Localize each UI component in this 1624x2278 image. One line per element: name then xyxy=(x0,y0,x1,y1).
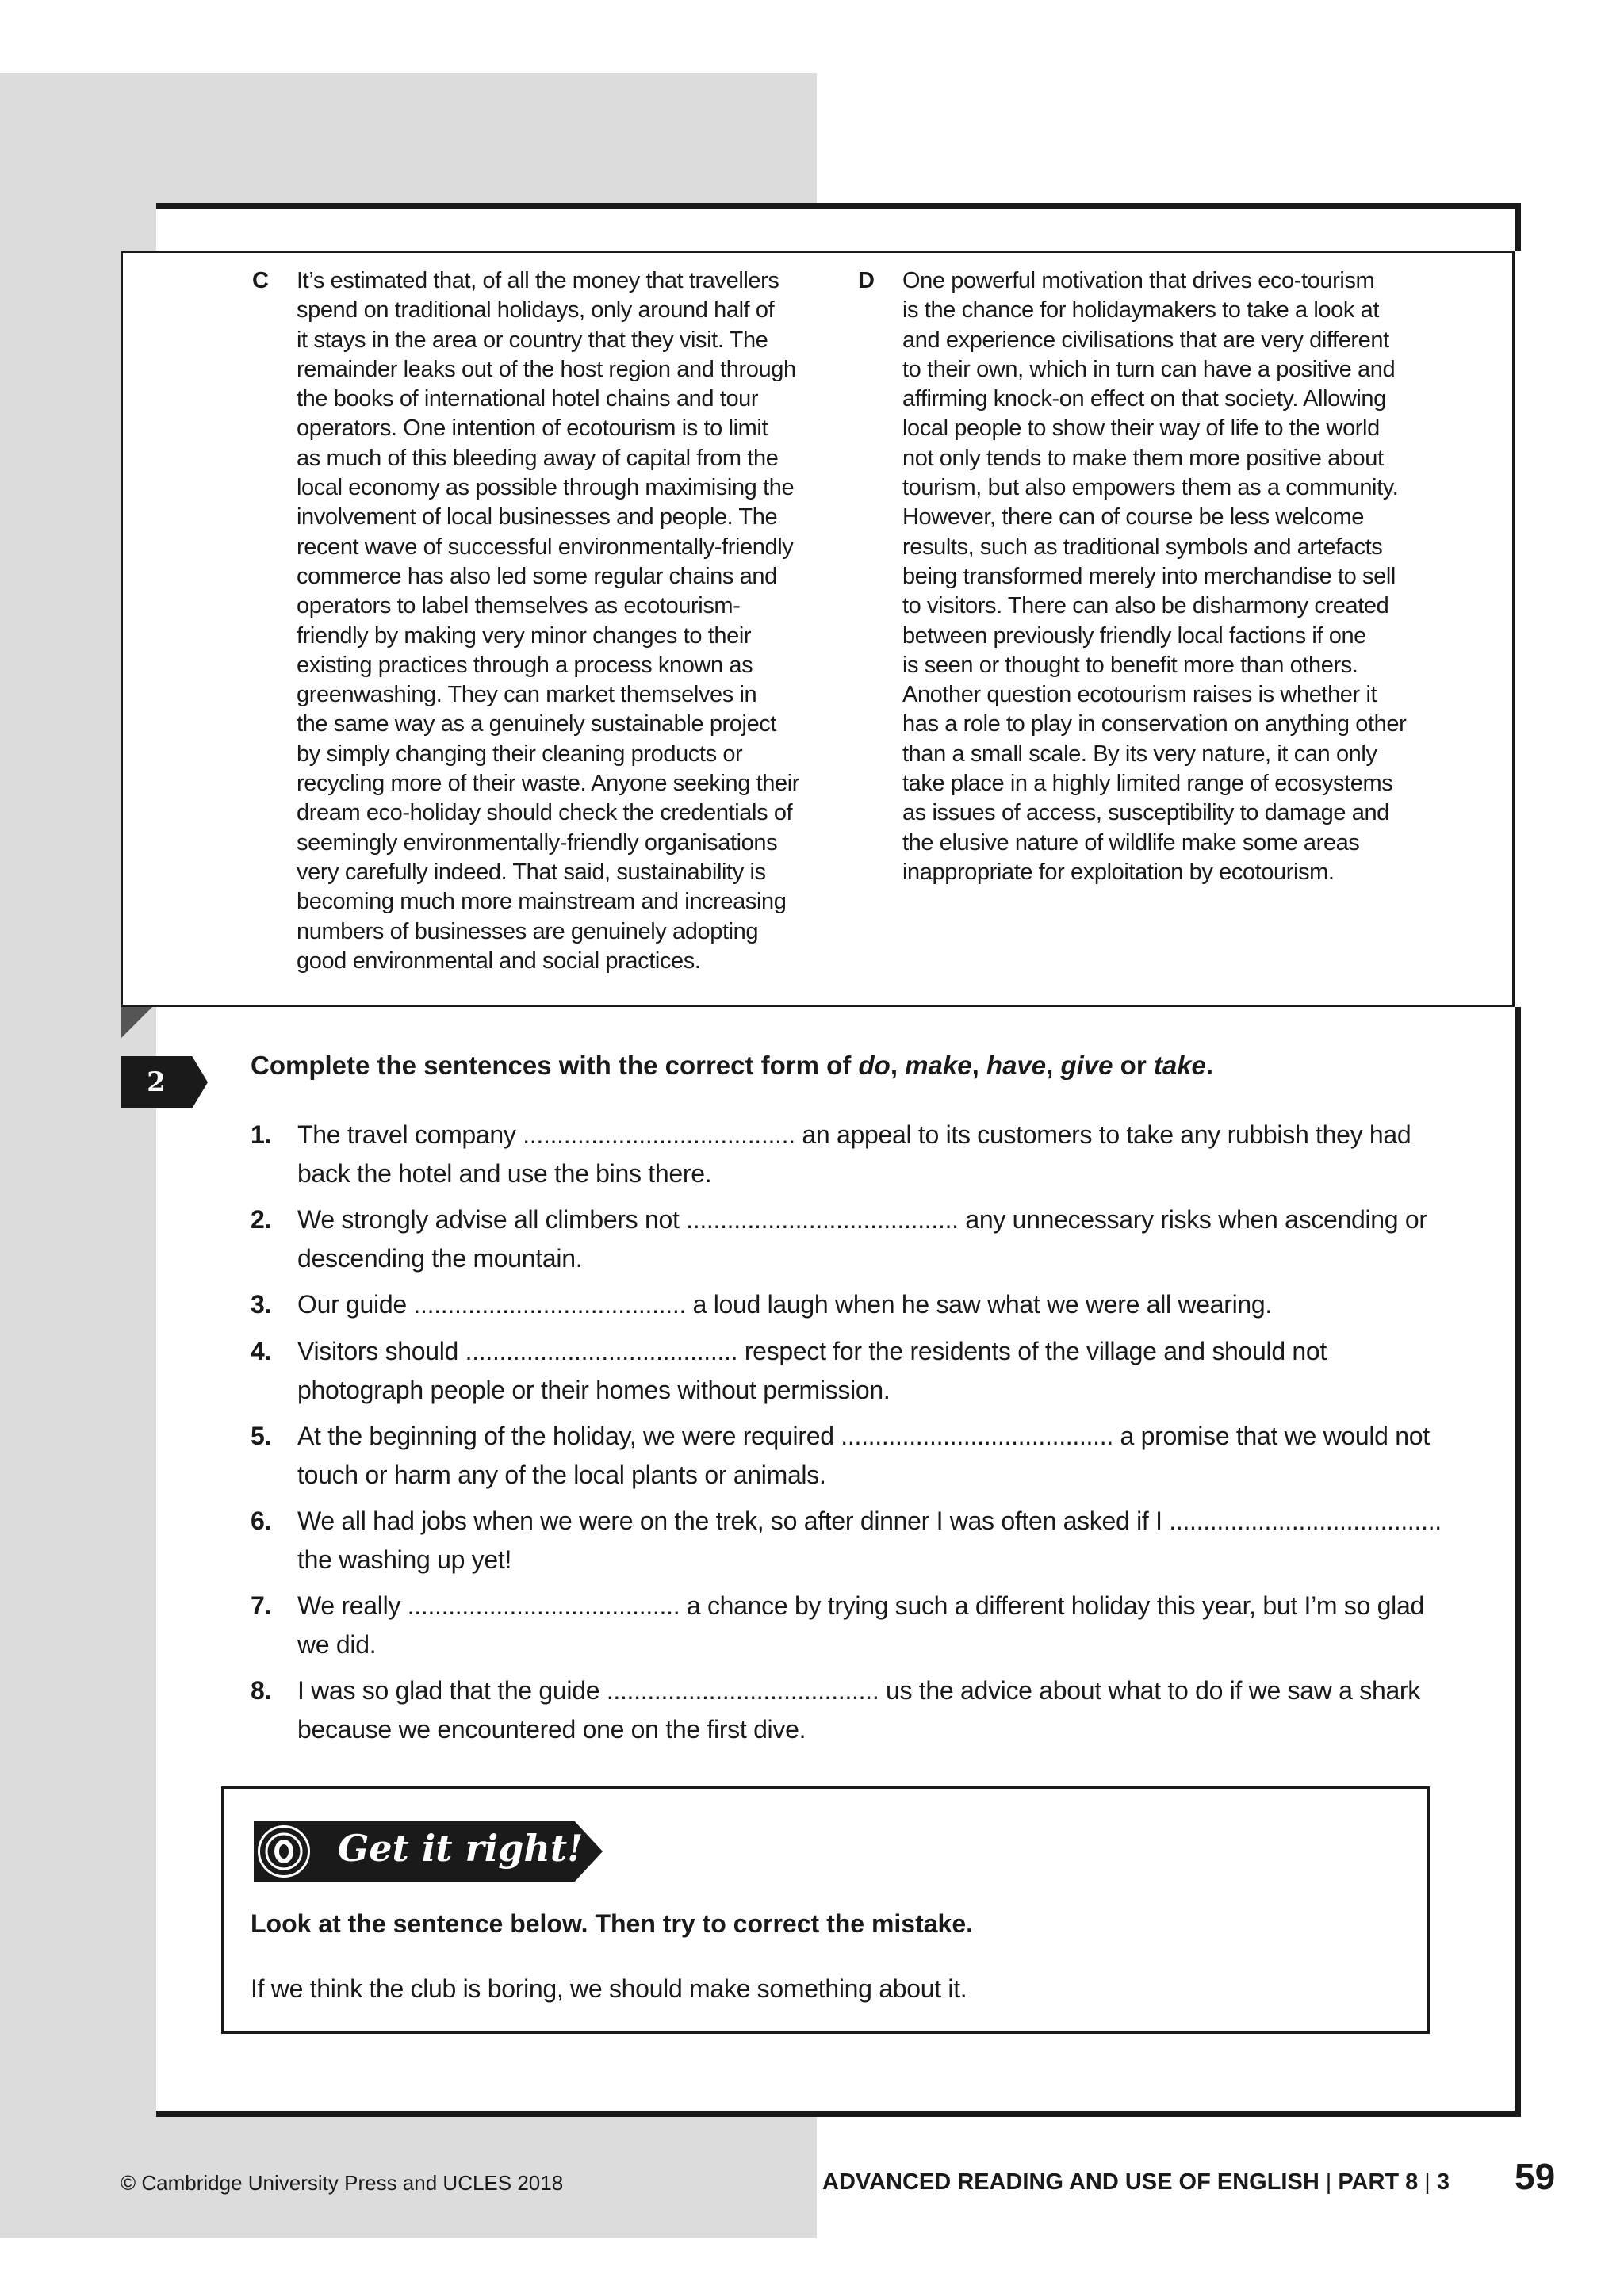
exercise-number: 2 xyxy=(147,1066,166,1098)
instruction-comma: , xyxy=(1046,1051,1061,1080)
get-it-right-instruction: Look at the sentence below. Then try to correct the mistake. xyxy=(251,1909,974,1938)
footer-separator: | xyxy=(1424,2169,1431,2195)
item-number: 5. xyxy=(251,1422,272,1450)
item-text: We all had jobs when we were on the trek, so after dinner I was often asked if I ........................................ the washing up yet! xyxy=(297,1507,1442,1574)
frame-top-rule xyxy=(156,203,1521,209)
item-number: 2. xyxy=(251,1205,272,1234)
item-number: 6. xyxy=(251,1507,272,1535)
footer-separator: | xyxy=(1325,2169,1332,2195)
item-text: We strongly advise all climbers not ........................................ any unnecessary risks when ascending or descending the mountain. xyxy=(297,1205,1427,1273)
item-text: Visitors should ........................................ respect for the residents of the village and should not photograph people or their homes without permission. xyxy=(297,1337,1327,1404)
footer-unit: 3 xyxy=(1436,2169,1450,2195)
verb-have: have xyxy=(986,1051,1047,1080)
text-d-body: One powerful motivation that drives eco-tourism is the chance for holidaymakers to take a look at and experience civilisations that are very different to their own, which in turn can have a positive and affirming knock-on effect on that society. Allowing local people to show their way of life to the world not only tends to make them more positive about tourism, but also empowers them as a community. However, there can of course be less welcome results, such as traditional symbols and artefacts being transformed merely into merchandise to sell to visitors. There can also be disharmony created between previously friendly local factions if one is seen or thought to benefit more than others. Another question ecotourism raises is whether it has a role to play in conservation on anything other than a small scale. By its very nature, it can only take place in a highly limited range of ecosystems as issues of access, susceptibility to damage and the elusive nature of wildlife make some areas inappropriate for exploitation by ecotourism. xyxy=(902,268,1407,885)
item-text: Our guide ........................................ a loud laugh when he saw what we were all wearing. xyxy=(297,1290,1272,1319)
exercise-instruction xyxy=(251,1051,1213,1081)
text-d-letter: D xyxy=(858,268,875,293)
instruction-period: . xyxy=(1205,1051,1214,1080)
frame-right-rule-top xyxy=(1515,203,1521,251)
item-number: 7. xyxy=(251,1591,272,1620)
get-it-right-sentence: If we think the club is boring, we should make something about it. xyxy=(251,1974,967,2003)
item-number: 1. xyxy=(251,1120,272,1149)
page-number: 59 xyxy=(1515,2156,1556,2197)
item-number: 8. xyxy=(251,1676,272,1705)
instruction-comma: , xyxy=(890,1051,906,1080)
item-text: The travel company ........................................ an appeal to its customers to take any rubbish they had back the hotel and use the bins there. xyxy=(297,1120,1411,1188)
verb-take: take xyxy=(1153,1051,1206,1080)
verb-give: give xyxy=(1060,1051,1113,1080)
text-c-letter: C xyxy=(252,268,269,293)
target-logo-icon xyxy=(258,1825,310,1878)
copyright-notice: © Cambridge University Press and UCLES 2018 xyxy=(121,2171,564,2195)
verb-do: do xyxy=(858,1051,891,1080)
running-footer xyxy=(822,2169,1450,2196)
footer-section: ADVANCED READING AND USE OF ENGLISH xyxy=(822,2169,1320,2195)
item-text: I was so glad that the guide ........................................ us the advice about what to do if we saw a shark because we encountered one on the first dive. xyxy=(297,1676,1420,1744)
item-text: At the beginning of the holiday, we were required ........................................ a promise that we would not touch or harm any of the local plants or animals. xyxy=(297,1422,1430,1489)
frame-bottom-rule xyxy=(156,2111,1521,2117)
frame-right-rule xyxy=(1515,1007,1521,2117)
get-it-right-title: Get it right! xyxy=(338,1827,584,1870)
item-text: We really ........................................ a chance by trying such a different holiday this year, but I’m so glad we did. xyxy=(297,1591,1424,1659)
item-number: 3. xyxy=(251,1290,272,1319)
instruction-text: Complete the sentences with the correct form of xyxy=(251,1051,859,1080)
text-box-corner-shadow xyxy=(121,1007,152,1039)
text-c-body: It’s estimated that, of all the money that travellers spend on traditional holidays, only around half of it stays in the area or country that they visit. The remainder leaks out of the host region and through the books of international hotel chains and tour operators. One intention of ecotourism is to limit as much of this bleeding away of capital from the local economy as possible through maximising the involvement of local businesses and people. The recent wave of successful environmentally-friendly commerce has also led some regular chains and operators to label themselves as ecotourism- friendly by making very minor changes to their existing practices through a process known as greenwashing. They can market themselves in the same way as a genuinely sustainable project by simply changing their cleaning products or recycling more of their waste. Anyone seeking their dream eco-holiday should check the credentials of seemingly environmentally-friendly organisations very carefully indeed. That said, sustainability is becoming much more mainstream and increasing numbers of businesses are genuinely adopting good environmental and social practices. xyxy=(297,268,800,974)
instruction-comma: , xyxy=(971,1051,986,1080)
instruction-or: or xyxy=(1113,1051,1154,1080)
footer-part: PART 8 xyxy=(1338,2169,1419,2195)
item-number: 4. xyxy=(251,1337,272,1365)
verb-make: make xyxy=(905,1051,972,1080)
